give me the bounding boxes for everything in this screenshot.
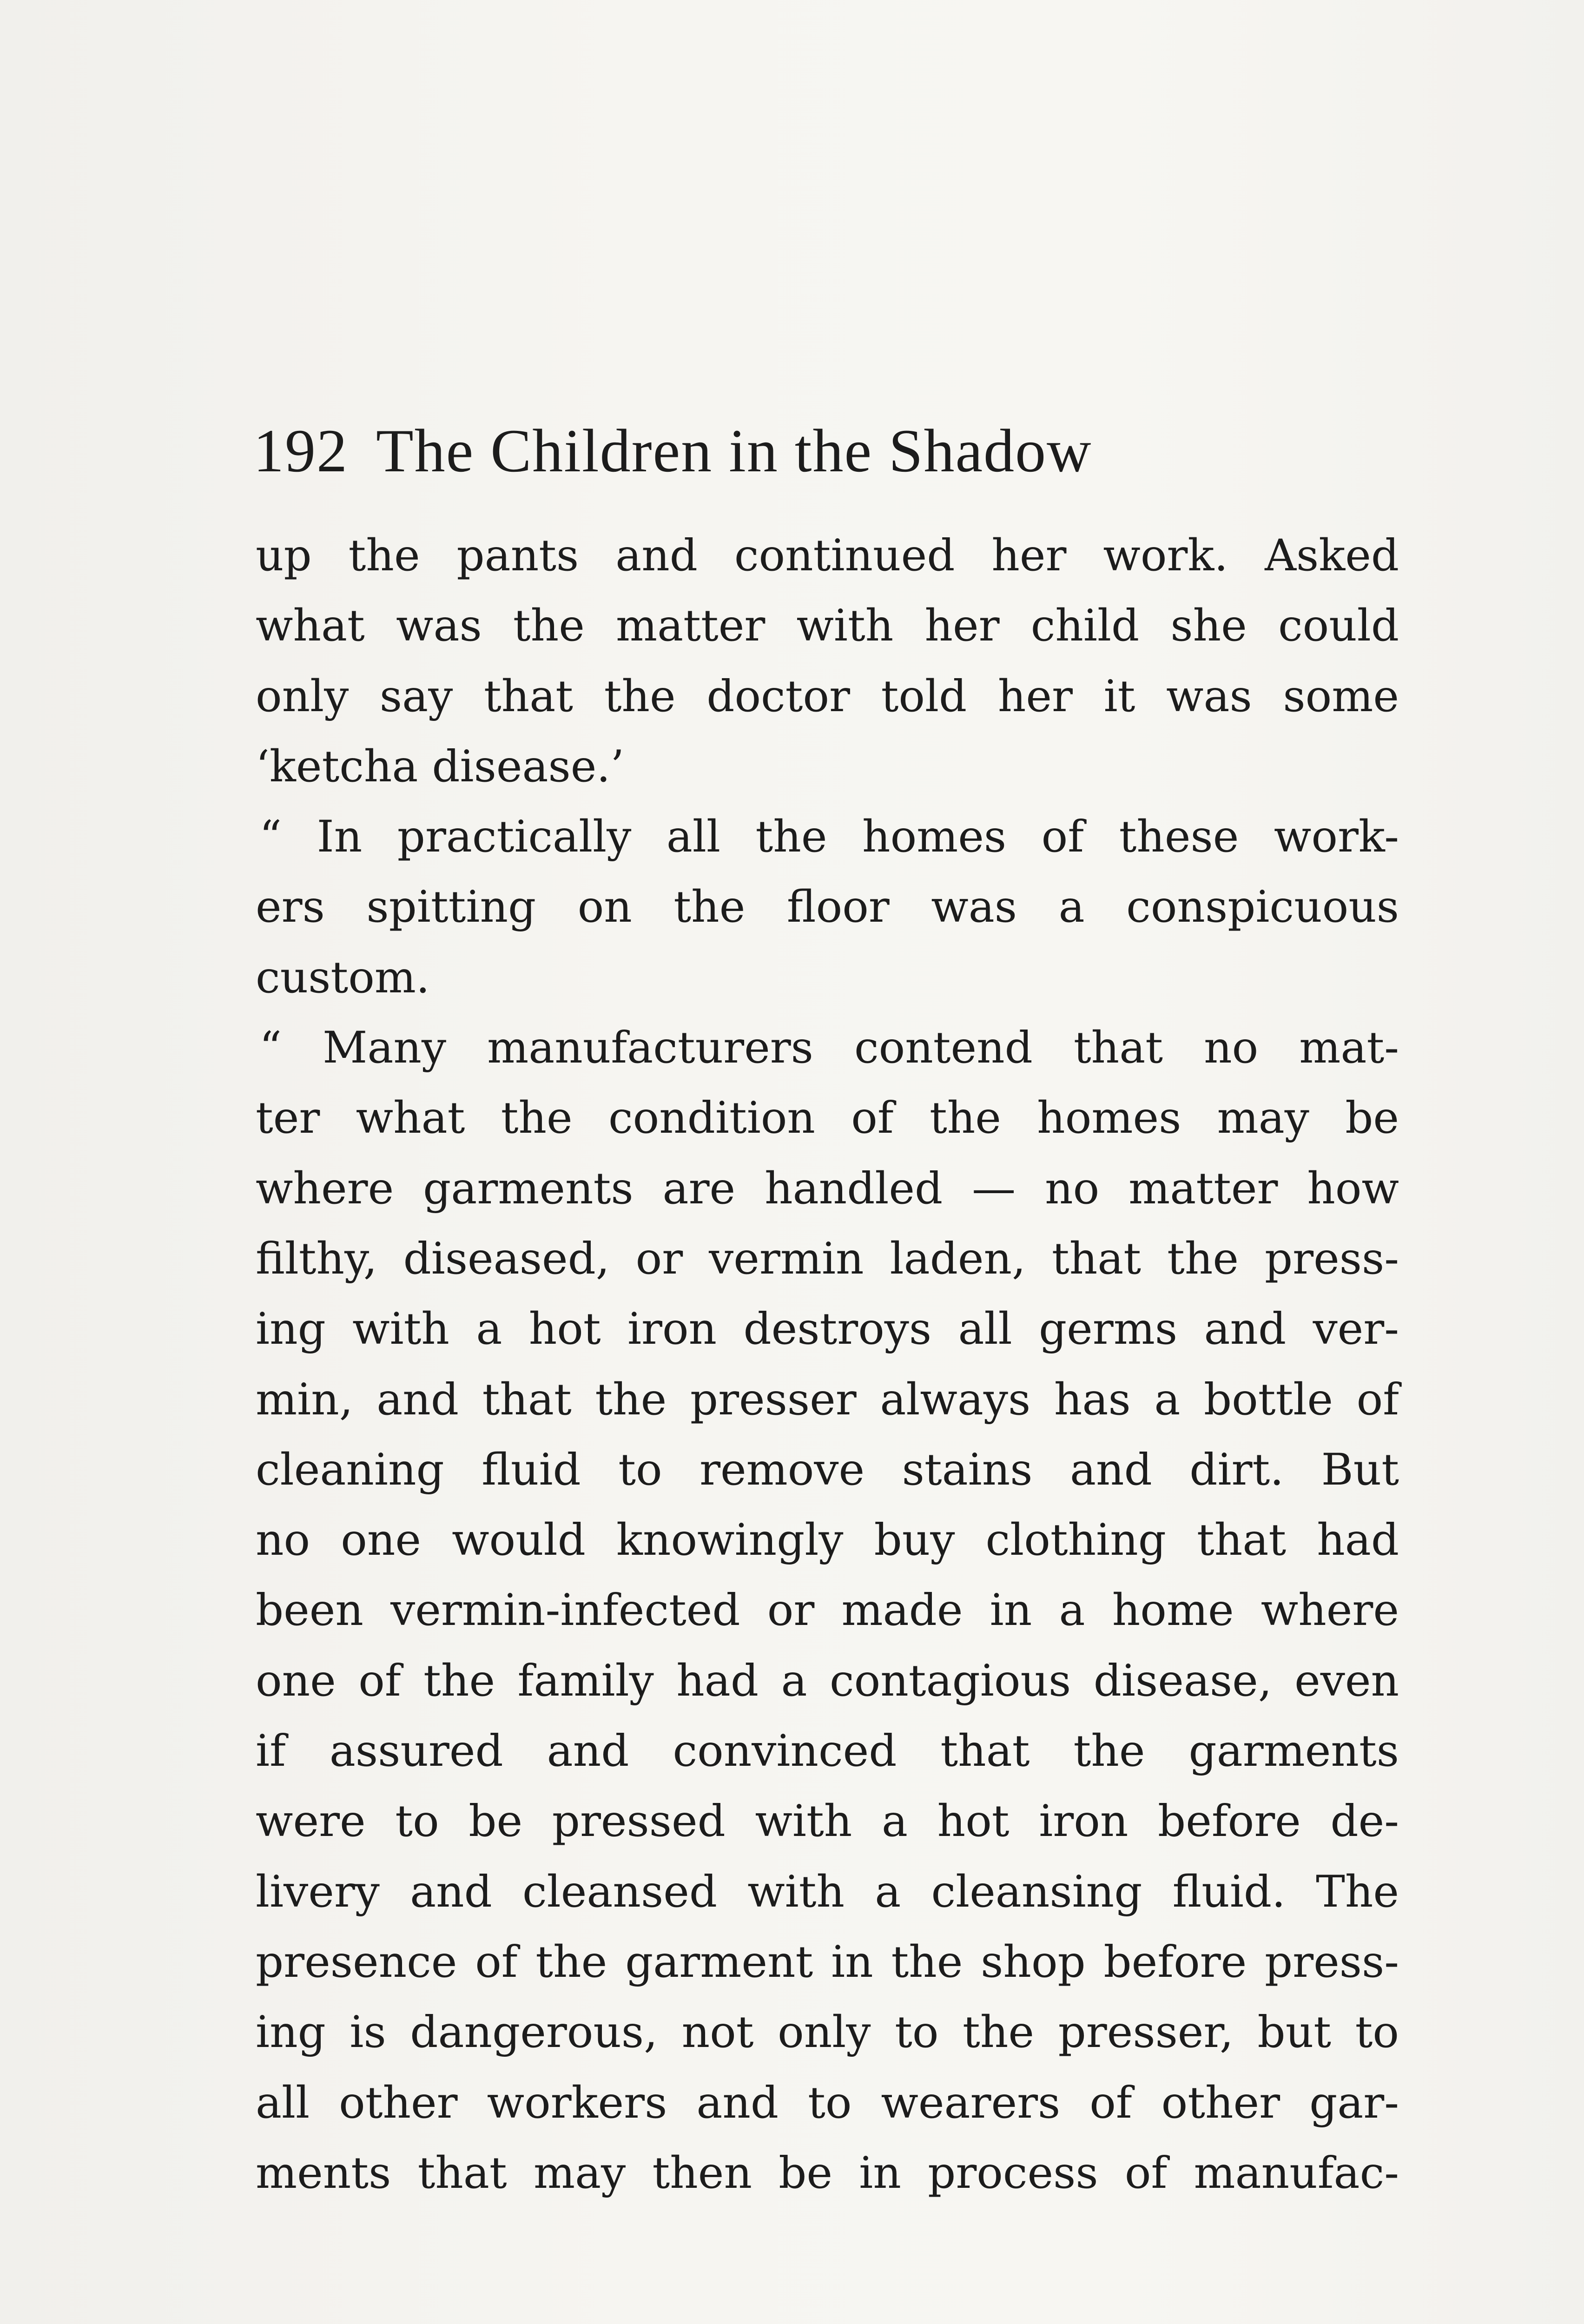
text-line: cleaning fluid to remove stains and dirt. But	[256, 1444, 1399, 1495]
text-line: min, and that the presser always has a bottle of	[256, 1374, 1399, 1425]
text-line: if assured and convinced that the garments	[256, 1726, 1399, 1777]
text-line: filthy, diseased, or vermin laden, that the press-	[256, 1233, 1399, 1284]
paragraph-start-line: “ In practically all the homes of these work-	[259, 812, 1399, 863]
text-line: what was the matter with her child she could	[256, 601, 1399, 652]
text-line: ing is dangerous, not only to the presser, but to	[256, 2007, 1399, 2058]
body-text	[256, 521, 1399, 2208]
text-line: livery and cleansed with a cleansing fluid. The	[256, 1866, 1399, 1917]
text-line: where garments are handled — no matter how	[256, 1163, 1399, 1214]
book-title: The Children in the Shadow	[376, 416, 1092, 485]
text-line: custom.	[256, 952, 430, 1003]
running-head	[253, 409, 1276, 493]
text-line: one of the family had a contagious disease, even	[256, 1655, 1399, 1706]
text-line: all other workers and to wearers of other gar-	[256, 2077, 1399, 2128]
text-line: up the pants and continued her work. Asked	[256, 530, 1399, 581]
text-line: were to be pressed with a hot iron before de-	[256, 1796, 1399, 1847]
text-line: ments that may then be in process of manufac-	[256, 2147, 1399, 2199]
text-line: ers spitting on the floor was a conspicuous	[256, 882, 1399, 933]
text-line: only say that the doctor told her it was some	[256, 671, 1399, 722]
text-line: ter what the condition of the homes may be	[256, 1093, 1399, 1144]
page-number: 192	[253, 416, 348, 485]
paragraph-start-line: “ Many manufacturers contend that no mat-	[259, 1023, 1399, 1074]
text-line: ‘ketcha disease.’	[256, 741, 625, 792]
text-line: no one would knowingly buy clothing that had	[256, 1515, 1399, 1566]
text-line: been vermin-infected or made in a home where	[256, 1585, 1399, 1636]
text-line: presence of the garment in the shop before press-	[256, 1936, 1399, 1987]
text-line: ing with a hot iron destroys all germs and ver-	[256, 1304, 1399, 1355]
